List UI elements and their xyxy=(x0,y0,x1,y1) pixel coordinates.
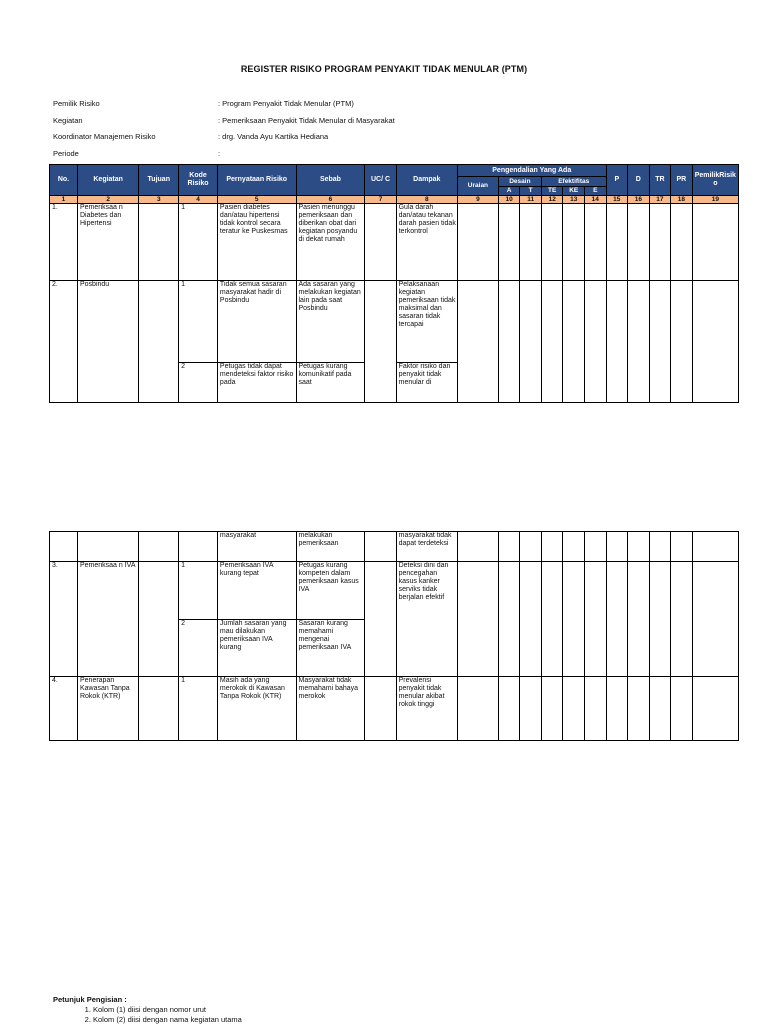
header-uc-c: UC/ C xyxy=(365,165,396,196)
header-e: E xyxy=(585,187,607,196)
instructions-list xyxy=(53,1005,242,1025)
col-number: 4 xyxy=(179,196,218,204)
cell-empty xyxy=(671,677,693,741)
cell-empty xyxy=(671,204,693,281)
header-pernyataan-risiko: Pernyataan Risiko xyxy=(217,165,296,196)
cell-dampak: Faktor risiko dan penyakit tidak menular di xyxy=(396,363,457,403)
cell-tujuan xyxy=(139,562,179,677)
risk-register-table-part1 xyxy=(49,164,739,403)
cell-pernyataan: Petugas tidak dapat mendeteksi faktor risiko pada xyxy=(217,363,296,403)
header-a: A xyxy=(498,187,520,196)
header-pemilik-risiko: PemilikRisik o xyxy=(692,165,738,196)
col-number: 17 xyxy=(649,196,671,204)
cell-tujuan xyxy=(139,677,179,741)
cell-empty xyxy=(628,532,650,562)
col-number: 3 xyxy=(139,196,179,204)
cell-no: 4. xyxy=(50,677,78,741)
header-kegiatan: Kegiatan xyxy=(77,165,138,196)
table-row xyxy=(50,677,739,741)
cell-empty xyxy=(692,532,738,562)
cell-empty xyxy=(520,532,542,562)
table-row xyxy=(50,204,739,281)
cell-empty xyxy=(649,532,671,562)
cell-kegiatan: Posbindu xyxy=(77,281,138,403)
cell-empty xyxy=(585,677,607,741)
cell-kegiatan xyxy=(77,532,138,562)
cell-pernyataan: Pasien diabetes dan/atau hipertensi tidak kontrol secara teratur ke Puskesmas xyxy=(217,204,296,281)
col-number: 2 xyxy=(77,196,138,204)
cell-empty xyxy=(498,281,520,403)
header-tr: TR xyxy=(649,165,671,196)
cell-uc xyxy=(365,204,396,281)
header-dampak: Dampak xyxy=(396,165,457,196)
cell-pernyataan: Jumlah sasaran yang mau dilakukan pemeriksaan IVA kurang xyxy=(217,620,296,677)
header-desain: Desain xyxy=(498,177,541,187)
cell-empty xyxy=(606,677,628,741)
cell-empty xyxy=(628,562,650,677)
cell-empty xyxy=(498,677,520,741)
cell-dampak: masyarakat tidak dapat terdeteksi xyxy=(396,532,457,562)
cell-empty xyxy=(563,532,585,562)
list-item: 1. Kolom (1) diisi dengan nomor urut xyxy=(93,1005,242,1015)
cell-empty xyxy=(457,562,498,677)
table-row xyxy=(50,532,739,562)
cell-empty xyxy=(520,677,542,741)
cell-empty xyxy=(671,281,693,403)
cell-pernyataan: Tidak semua sasaran masyarakat hadir di Posbindu xyxy=(217,281,296,363)
table-row xyxy=(50,562,739,620)
cell-empty xyxy=(498,532,520,562)
col-number: 11 xyxy=(520,196,542,204)
instructions-heading: Petunjuk Pengisian : xyxy=(53,995,127,1004)
cell-empty xyxy=(541,532,563,562)
cell-empty xyxy=(563,281,585,403)
list-item: 2. Kolom (2) diisi dengan nama kegiatan utama xyxy=(93,1015,242,1025)
cell-sebab: Pasien menunggu pemeriksaan dan diberikan obat dari kegiatan posyandu di dekat rumah xyxy=(296,204,365,281)
header-no: No. xyxy=(50,165,78,196)
header-pengendalian: Pengendalian Yang Ada xyxy=(457,165,606,177)
cell-empty xyxy=(563,204,585,281)
cell-empty xyxy=(457,677,498,741)
cell-empty xyxy=(649,562,671,677)
cell-empty xyxy=(520,281,542,403)
cell-dampak: Gula darah dan/atau tekanan darah pasien tidak terkontrol xyxy=(396,204,457,281)
cell-no: 3. xyxy=(50,562,78,677)
cell-empty xyxy=(585,562,607,677)
header-ke: KE xyxy=(563,187,585,196)
cell-empty xyxy=(692,281,738,403)
col-number: 6 xyxy=(296,196,365,204)
cell-empty xyxy=(606,281,628,403)
header-p: P xyxy=(606,165,628,196)
meta-key: Pemilik Risiko xyxy=(53,99,100,108)
header-sebab: Sebab xyxy=(296,165,365,196)
cell-kegiatan: Pemeriksaa n IVA xyxy=(77,562,138,677)
col-number: 13 xyxy=(563,196,585,204)
cell-uc xyxy=(365,532,396,562)
cell-kegiatan: Penerapan Kawasan Tanpa Rokok (KTR) xyxy=(77,677,138,741)
table-row xyxy=(50,281,739,363)
cell-no: 1. xyxy=(50,204,78,281)
header-efektifitas: Efektifitas xyxy=(541,177,606,187)
cell-uc xyxy=(365,677,396,741)
cell-empty xyxy=(498,204,520,281)
column-number-row xyxy=(50,196,739,204)
cell-dampak: Prevalensi penyakit tidak menular akibat rokok tinggi xyxy=(396,677,457,741)
filling-instructions xyxy=(53,995,242,1025)
cell-empty xyxy=(541,562,563,677)
cell-empty xyxy=(541,281,563,403)
cell-uc xyxy=(365,562,396,677)
cell-sebab: Sasaran kurang memahami mengenai pemeriksaan IVA xyxy=(296,620,365,677)
col-number: 15 xyxy=(606,196,628,204)
cell-empty xyxy=(671,532,693,562)
cell-empty xyxy=(606,204,628,281)
cell-pernyataan: Masih ada yang merokok di Kawasan Tanpa Rokok (KTR) xyxy=(217,677,296,741)
cell-kode xyxy=(179,532,218,562)
cell-sebab: Petugas kurang komunikatif pada saat xyxy=(296,363,365,403)
cell-sebab: Petugas kurang kompeten dalam pemeriksaan kasus IVA xyxy=(296,562,365,620)
cell-kode: 1 xyxy=(179,281,218,363)
cell-empty xyxy=(628,281,650,403)
cell-empty xyxy=(649,677,671,741)
cell-empty xyxy=(628,204,650,281)
cell-kode: 2 xyxy=(179,620,218,677)
col-number: 9 xyxy=(457,196,498,204)
header-d: D xyxy=(628,165,650,196)
cell-empty xyxy=(692,204,738,281)
cell-sebab: Masyarakat tidak memahami bahaya merokok xyxy=(296,677,365,741)
cell-empty xyxy=(457,532,498,562)
col-number: 14 xyxy=(585,196,607,204)
cell-empty xyxy=(671,562,693,677)
cell-empty xyxy=(498,562,520,677)
cell-empty xyxy=(585,281,607,403)
cell-tujuan xyxy=(139,204,179,281)
col-number: 8 xyxy=(396,196,457,204)
cell-kode: 1 xyxy=(179,204,218,281)
cell-dampak: Pelaksanaan kegiatan pemeriksaan tidak maksimal dan sasaran tidak tercapai xyxy=(396,281,457,363)
col-number: 19 xyxy=(692,196,738,204)
document-title: REGISTER RISIKO PROGRAM PENYAKIT TIDAK MENULAR (PTM) xyxy=(240,64,528,74)
cell-no: 2. xyxy=(50,281,78,403)
cell-empty xyxy=(563,677,585,741)
cell-no xyxy=(50,532,78,562)
meta-key: Koordinator Manajemen Risiko xyxy=(53,132,156,141)
meta-value: : drg. Vanda Ayu Kartika Hediana xyxy=(218,132,329,141)
col-number: 16 xyxy=(628,196,650,204)
cell-empty xyxy=(606,562,628,677)
cell-empty xyxy=(563,562,585,677)
risk-register-table-part2 xyxy=(49,531,739,741)
cell-empty xyxy=(649,281,671,403)
meta-value: : Program Penyakit Tidak Menular (PTM) xyxy=(218,99,354,108)
header-te: TE xyxy=(541,187,563,196)
cell-empty xyxy=(457,204,498,281)
cell-empty xyxy=(606,532,628,562)
header-tujuan: Tujuan xyxy=(139,165,179,196)
meta-key: Kegiatan xyxy=(53,116,83,125)
cell-empty xyxy=(520,562,542,677)
cell-empty xyxy=(541,677,563,741)
header-t: T xyxy=(520,187,542,196)
meta-value: : xyxy=(218,149,221,158)
meta-key: Periode xyxy=(53,149,79,158)
col-number: 12 xyxy=(541,196,563,204)
cell-sebab: melakukan pemeriksaan xyxy=(296,532,365,562)
cell-tujuan xyxy=(139,281,179,403)
col-number: 18 xyxy=(671,196,693,204)
cell-sebab: Ada sasaran yang melakukan kegiatan lain pada saat Posbindu xyxy=(296,281,365,363)
cell-kode: 1 xyxy=(179,562,218,620)
header-kode-risiko: Kode Risiko xyxy=(179,165,218,196)
cell-empty xyxy=(692,562,738,677)
cell-empty xyxy=(585,532,607,562)
cell-pernyataan: Pemeriksaan IVA kurang tepat xyxy=(217,562,296,620)
col-number: 7 xyxy=(365,196,396,204)
col-number: 10 xyxy=(498,196,520,204)
col-number: 1 xyxy=(50,196,78,204)
cell-empty xyxy=(541,204,563,281)
cell-uc xyxy=(365,281,396,403)
cell-pernyataan: masyarakat xyxy=(217,532,296,562)
cell-empty xyxy=(585,204,607,281)
header-pr: PR xyxy=(671,165,693,196)
cell-empty xyxy=(457,281,498,403)
cell-kode: 2 xyxy=(179,363,218,403)
cell-dampak: Deteksi dini dan pencegahan kasus kanker serviks tidak berjalan efektif xyxy=(396,562,457,677)
cell-empty xyxy=(520,204,542,281)
cell-kode: 1 xyxy=(179,677,218,741)
cell-empty xyxy=(692,677,738,741)
meta-value: : Pemeriksaan Penyakit Tidak Menular di Masyarakat xyxy=(218,116,395,125)
cell-kegiatan: Pemeriksaa n Diabetes dan Hipertensi xyxy=(77,204,138,281)
header-uraian: Uraian xyxy=(457,177,498,196)
cell-empty xyxy=(628,677,650,741)
col-number: 5 xyxy=(217,196,296,204)
cell-tujuan xyxy=(139,532,179,562)
cell-empty xyxy=(649,204,671,281)
